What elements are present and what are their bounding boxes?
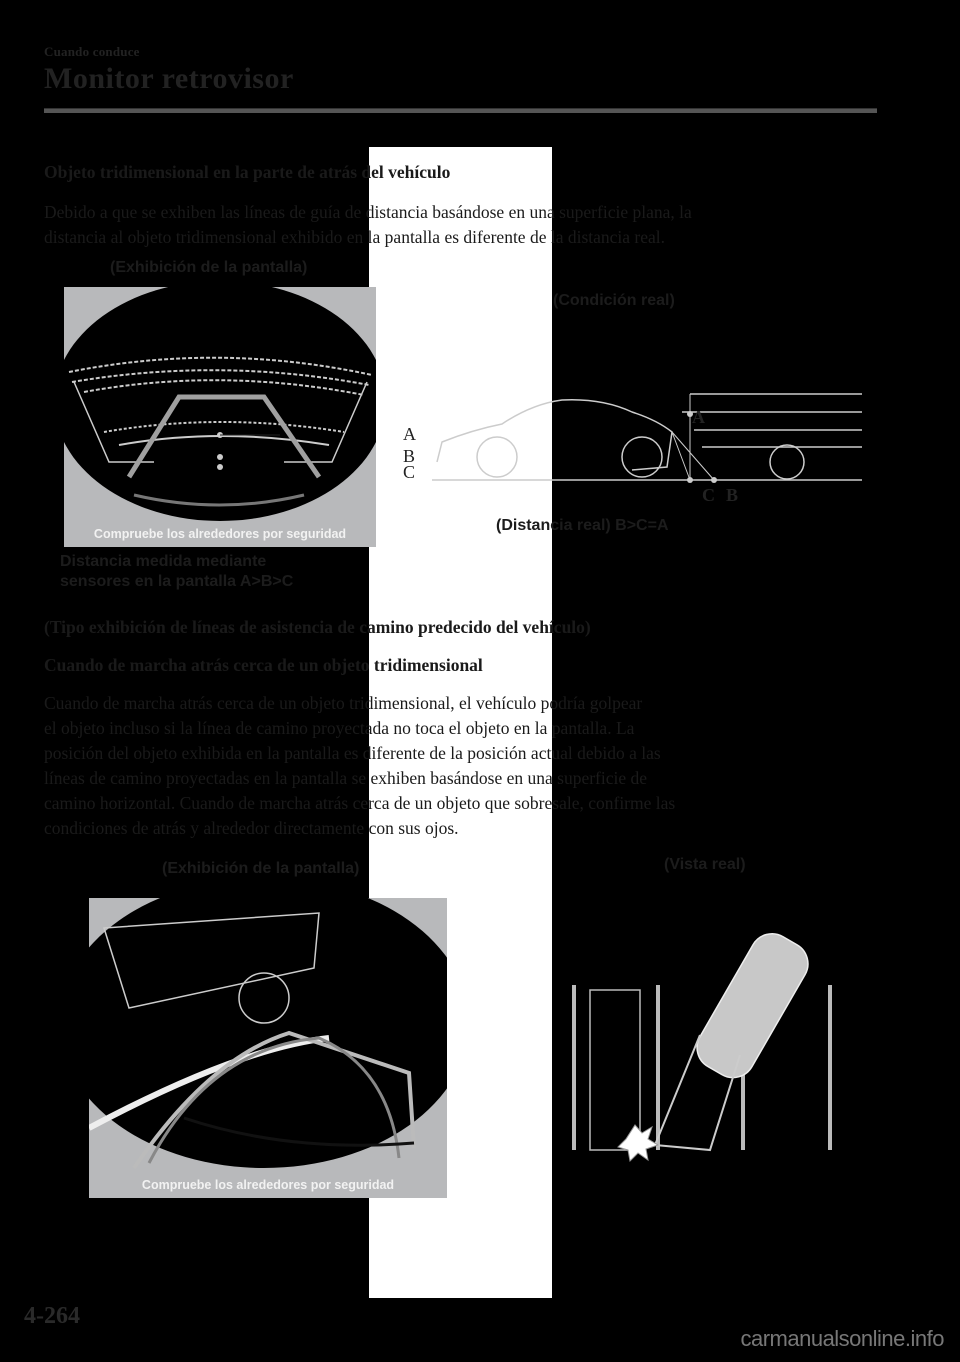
section2-paragraph-line-3: posición del objeto exhibida en la pantalla es diferente de la posición actual debido a las — [44, 743, 661, 763]
page-number: 4-264 — [24, 1303, 80, 1329]
section2-heading: Cuando de marcha atrás cerca de un objeto tridimensional — [44, 655, 483, 675]
section1-paragraph-line-1: Debido a que se exhiben las líneas de guía de distancia basándose en una superficie plana, la — [44, 202, 692, 222]
screen-safety-banner-2: Compruebe los alrededores por seguridad — [141, 1178, 395, 1192]
section2-paragraph-line-5: camino horizontal. Cuando de marcha atrás cerca de un objeto que sobresale, confirme las — [44, 793, 676, 813]
real-marker-c: C — [702, 485, 715, 505]
watermark-link[interactable]: carmanualsonline.info — [740, 1326, 944, 1351]
section2-paragraph-line-2: el objeto incluso si la línea de camino proyectada no toca el objeto en la pantalla. La — [44, 718, 635, 738]
screen-marker-c: C — [403, 462, 416, 482]
section1-heading: Objeto tridimensional en la parte de atrás del vehículo — [44, 162, 451, 182]
display-type-note: (Tipo exhibición de líneas de asistencia de camino predecido del vehículo) — [44, 617, 591, 637]
section2-paragraph-line-1: Cuando de marcha atrás cerca de un objeto tridimensional, el vehículo podría golpear — [44, 693, 643, 713]
real-condition-label: (Condición real) — [553, 292, 675, 309]
section1-paragraph-line-2: distancia al objeto tridimensional exhibido en la pantalla es diferente de la distancia real. — [44, 227, 666, 247]
car-side-view-illustration — [432, 392, 882, 502]
header-rule — [44, 108, 877, 113]
screen-safety-banner: Compruebe los alrededores por seguridad — [93, 527, 347, 541]
section-label: Cuando conduce — [44, 44, 140, 59]
camera-screen-2 — [89, 898, 447, 1198]
screen-display-label-2: (Exhibición de la pantalla) — [162, 860, 360, 877]
parking-top-view-illustration — [560, 905, 860, 1165]
screen-marker-a: A — [403, 424, 416, 444]
real-distance-caption: (Distancia real) B>C=A — [496, 517, 669, 534]
real-marker-b: B — [726, 485, 739, 505]
real-marker-a: A — [692, 407, 705, 427]
screen-caption-line-2: sensores en la pantalla A>B>C — [60, 573, 294, 590]
real-view-label: (Vista real) — [664, 856, 746, 873]
section2-paragraph-line-6: condiciones de atrás y alrededor directamente con sus ojos. — [44, 818, 459, 838]
screen-display-label: (Exhibición de la pantalla) — [110, 259, 308, 276]
section2-paragraph-line-4: líneas de camino proyectadas en la pantalla se exhiben basándose en una superficie de — [44, 768, 648, 788]
screen-marker-b: B — [403, 446, 416, 466]
guide-lines-illustration — [64, 287, 376, 547]
screen-caption-line-1: Distancia medida mediante — [60, 553, 267, 570]
marker-leader-lines — [220, 425, 280, 485]
projected-path-illustration — [89, 898, 447, 1198]
camera-screen-1 — [64, 287, 376, 547]
page-title: Monitor retrovisor — [44, 62, 294, 95]
